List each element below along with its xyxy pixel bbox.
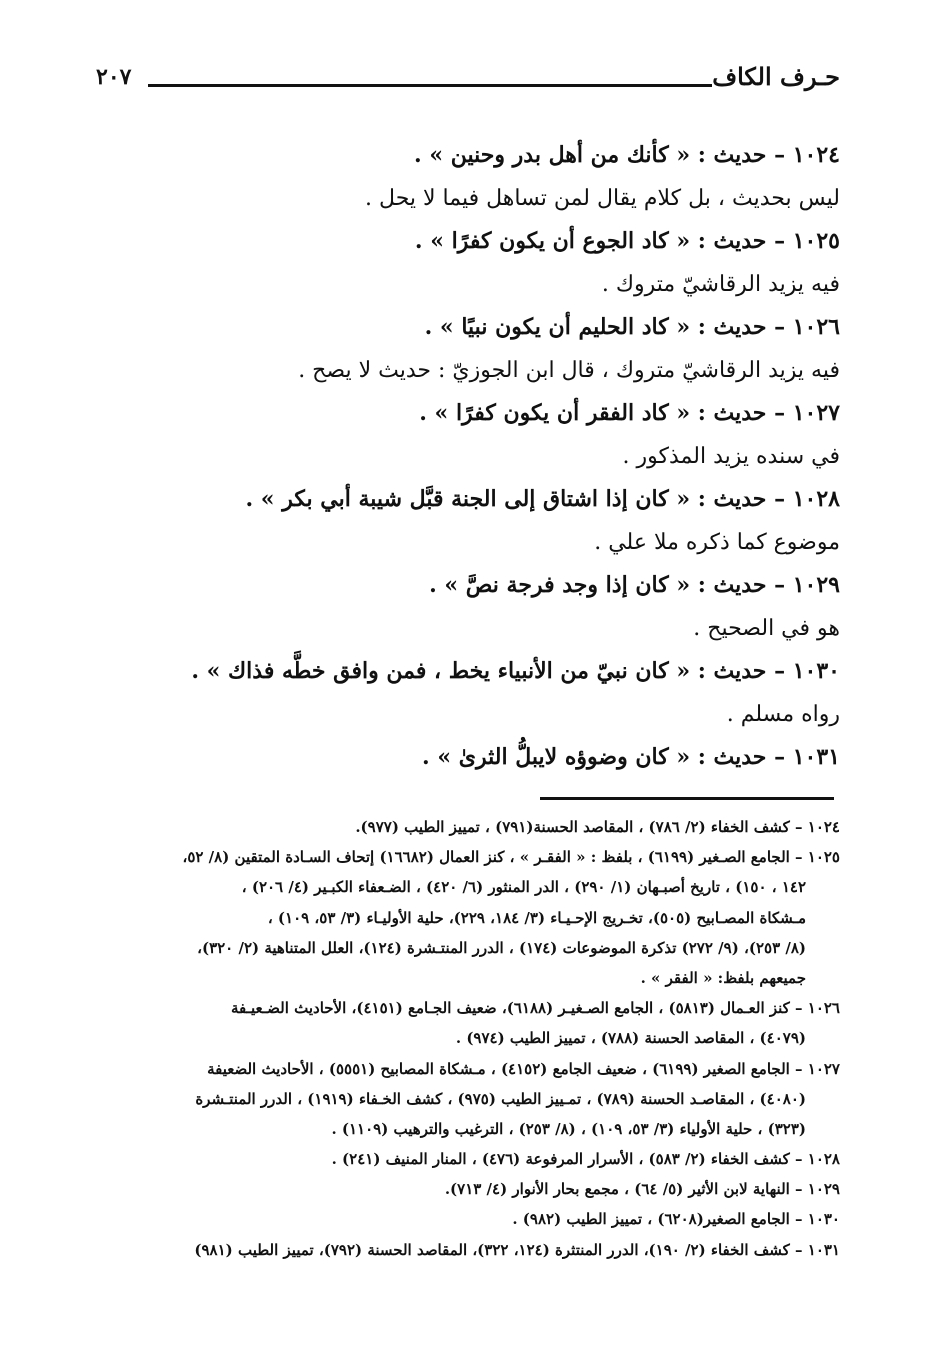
- footnote-line: ١٠٢٤ – كشف الخفاء (٢/ ٧٨٦) ، المقاصد الحسنة(٧٩١) ، تمييز الطيب (٩٧٧).: [355, 818, 840, 836]
- footnote-separator: [540, 797, 834, 800]
- footnote-line: (٤٠٨٠) ، المقاصـد الحسنة (٧٨٩) ، تمـييز الطيب (٩٧٥) ، كشف الخـفاء (١٩١٩) ، الدرر المنتـشرة: [195, 1089, 806, 1108]
- footnote-line: ١٠٢٨ – كشف الخفاء (٢/ ٥٨٣) ، الأسرار المرفوعة (٤٧٦) ، المنار المنيف (٢٤١) .: [331, 1150, 840, 1169]
- hadith-comment: موضوع كما ذكره ملا علي .: [594, 530, 840, 555]
- footnote-line: ١٠٢٦ – كنز العـمال (٥٨١٣) ، الجامع الصـغيـر (٦١٨٨)، ضعيف الجـامع (٤١٥١)، الأحاديث الضـعيـفة: [230, 999, 840, 1018]
- header-rule: [148, 84, 712, 87]
- hadith-comment: هو في الصحيح .: [693, 616, 840, 641]
- hadith-list: [100, 134, 840, 779]
- hadith-comment: ليس بحديث ، بل كلام يقال لمن تساهل فيما لا يحل .: [365, 186, 840, 211]
- hadith-comment: فيه يزيد الرقاشيّ متروك ، قال ابن الجوزيّ : حديث لا يصح .: [298, 358, 840, 383]
- footnote-line: ١٠٢٥ – الجامع الصـغير (٦١٩٩) ، بلفظ : « الفقـر » ، كنز العمال (١٦٦٨٢) إتحاف السـادة المتقين (٨/ ٥٢،: [182, 848, 840, 867]
- running-title: حـرف الكاف: [712, 62, 840, 91]
- footnote-line: ١٠٢٧ – الجامع الصغير (٦١٩٩) ، ضعيف الجامع (٤١٥٢) ، مـشكاة المصابيح (٥٥٥١) ، الأحاديث الضعيفة: [207, 1059, 840, 1078]
- hadith-comment: في سنده يزيد المذكور .: [622, 444, 840, 469]
- hadith-entry: ١٠٢٦ – حديث : « كاد الحليم أن يكون نبيًا » .: [424, 314, 840, 340]
- footnote-line: ١٠٣٠ – الجامع الصغير(٦٢٠٨) ، تمييز الطيب (٩٨٢) .: [512, 1210, 840, 1229]
- hadith-comment: رواه مسلم .: [726, 702, 840, 727]
- hadith-entry: ١٠٢٨ – حديث : « كان إذا اشتاق إلى الجنة قبَّل شيبة أبي بكر » .: [245, 486, 840, 512]
- footnote-line: مـشكاة المصـابيح (٥٠٥)، تخـريج الإحـيـاء (٣/ ١٨٤، ٢٢٩)، حلية الأوليـاء (٣/ ٥٣، ١٠٩) ،: [267, 908, 806, 927]
- footnote-line: (٤٠٧٩) ، المقاصد الحسنة (٧٨٨) ، تمييز الطيب (٩٧٤) .: [455, 1029, 806, 1048]
- hadith-entry: ١٠٣٠ – حديث : « كان نبيّ من الأنبياء يخط ، فمن وافق خطَّه فذاك » .: [191, 658, 840, 684]
- footnote-line: ١٠٢٩ – النهاية لابن الأثير (٥/ ٦٤) ، مجمع بحار الأنوار (٤/ ٧١٣).: [444, 1180, 840, 1199]
- hadith-comment: فيه يزيد الرقاشيّ متروك .: [601, 272, 840, 297]
- footnotes: [96, 812, 840, 1265]
- footnote-line: (٣٢٣) ، حلية الأولياء (٣/ ٥٣، ١٠٩) ، (٨/ ٢٥٣) ، الترغيب والترهيب (١١٠٩) .: [331, 1119, 806, 1138]
- hadith-entry: ١٠٢٥ – حديث : « كاد الجوع أن يكون كفرًا » .: [414, 228, 840, 254]
- hadith-entry: ١٠٢٩ – حديث : « كان إذا وجد فرجة نصَّ » .: [429, 572, 840, 598]
- page-number: ٢٠٧: [96, 64, 132, 90]
- footnote-line: جميعهم بلفظ: « الفقر » .: [640, 968, 806, 987]
- footnote-line: (٨/ ٢٥٣)، (٩/ ٢٧٢) تذكرة الموضوعات (١٧٤) ، الدرر المنتـشرة (١٢٤)، العلل المتناهية (٢/ ٣٢٠)،: [197, 938, 806, 957]
- footnote-line: ١٠٣١ – كشف الخفاء (٢/ ١٩٠)، الدرر المنتثرة (١٢٤، ٣٢٢)، المقاصد الحسنة (٧٩٢)، تمييز الطيب (٩٨١): [194, 1240, 840, 1259]
- hadith-entry: ١٠٣١ – حديث : « كان وضوؤه لايبلُّ الثرىٰ » .: [422, 744, 840, 770]
- hadith-entry: ١٠٢٧ – حديث : « كاد الفقر أن يكون كفرًا » .: [419, 400, 840, 426]
- hadith-entry: ١٠٢٤ – حديث : « كأنك من أهل بدر وحنين » .: [414, 142, 840, 168]
- page-header: [96, 62, 840, 106]
- footnote-line: ١٤٢ ، ١٥٠) ، تاريخ أصبـهان (١/ ٢٩٠) ، الدر المنثور (٦/ ٤٢٠) ، الضـعفاء الكبـير (٤/ ٢٠٦) ،: [241, 878, 806, 897]
